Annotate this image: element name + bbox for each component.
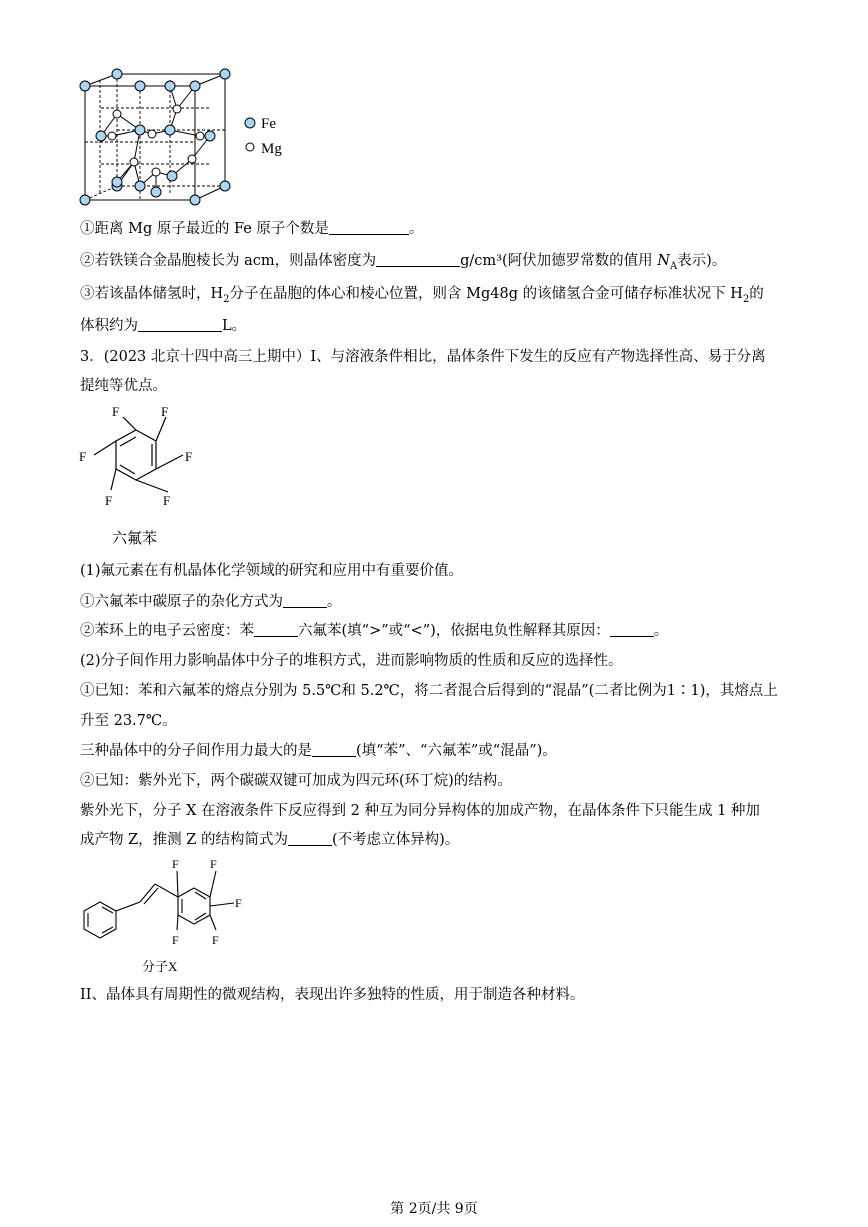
fe-atom (112, 69, 122, 79)
mg-atom (188, 155, 196, 163)
fe-atom (205, 131, 215, 141)
f-atom-label: F (172, 857, 179, 871)
q2-line-1: ①距离 Mg 原子最近的 Fe 原子个数是 。 (80, 221, 424, 237)
fe-atom (190, 81, 200, 91)
fe-atom (112, 177, 122, 187)
f-atom-label: F (235, 896, 242, 910)
f-atom-label: F (105, 493, 113, 508)
q3-p2-1a: ①已知：苯和六氟苯的熔点分别为 5.5℃和 5.2℃，将二者混合后得到的“混晶”(二者比例为1∶1)，其熔点上 (80, 683, 778, 699)
fe-atom (165, 81, 175, 91)
f-atom-label: F (172, 933, 179, 947)
f-atom-label: F (210, 857, 217, 871)
q2-line-3: ③若该晶体储氢时，$H_2$分子在晶胞的体心和棱心位置，则含 Mg48g 的该储氢合金可储存标准状况下 $H_2$的 (80, 286, 764, 305)
fe-atom (96, 131, 106, 141)
q3-part2: II、晶体具有周期性的微观结构，表现出许多独特的性质，用于制造各种材料。 (80, 987, 585, 1003)
q3-p2-2: 三种晶体中的分子间作用力最大的是 (填“苯”、“六氟苯”或“混晶”)。 (80, 743, 557, 759)
fe-atom (135, 81, 145, 91)
fe-atom (135, 125, 145, 135)
crystal-lattice-figure (72, 64, 322, 210)
mg-atom (113, 110, 121, 118)
q3-p1: (1)氟元素在有机晶体化学领域的研究和应用中有重要价值。 (80, 563, 464, 579)
molecule-x-structure (74, 852, 264, 978)
f-atom-label: F (161, 404, 169, 419)
mg-atom (130, 158, 138, 166)
fe-atom (220, 69, 230, 79)
q2-line-4: 体积约为 L。 (80, 318, 247, 334)
molecule-x-caption: 分子X (142, 959, 178, 974)
fe-legend-icon (245, 118, 255, 128)
mg-atom (148, 130, 156, 138)
q3-intro-2: 提纯等优点。 (80, 378, 167, 394)
f-atom-label: F (185, 449, 193, 464)
hexafluorobenzene-caption: 六氟苯 (112, 531, 158, 547)
f-atom-label: F (212, 933, 219, 947)
q3-p1-2: ②苯环上的电子云密度：苯 六氟苯(填“>”或“<”)，依据电负性解释其原因： 。 (80, 623, 669, 639)
fe-atom (80, 195, 90, 205)
q3-p2-5: 成产物 Z，推测 Z 的结构简式为 (不考虑立体异构)。 (80, 832, 460, 848)
q3-p1-1: ①六氟苯中碳原子的杂化方式为 。 (80, 594, 342, 610)
fe-atom (167, 171, 177, 181)
mg-legend-icon (246, 143, 254, 151)
q3-p2: (2)分子间作用力影响晶体中分子的堆积方式，进而影响物质的性质和反应的选择性。 (80, 653, 623, 669)
q2-line-2: ②若铁镁合金晶胞棱长为 acm，则晶体密度为 g/cm³(阿伏加德罗常数的值用 $N_A$表示)。 (80, 253, 727, 272)
mg-atom (152, 168, 160, 176)
q3-p2-3: ②已知：紫外光下，两个碳碳双键可加成为四元环(环丁烷)的结构。 (80, 773, 512, 789)
fe-atom (220, 181, 230, 191)
fe-atom (165, 125, 175, 135)
hexafluorobenzene-structure (76, 402, 206, 550)
fe-legend-label: Fe (261, 116, 276, 132)
page-footer: 第 2页/共 9页 (390, 1201, 478, 1217)
fe-atom (190, 195, 200, 205)
q3-p2-1b: 升至 23.7℃。 (80, 713, 177, 729)
q3-intro-1: 3．(2023 北京十四中高三上期中）I、与溶液条件相比，晶体条件下发生的反应有产物选择性高、易于分离 (80, 349, 766, 365)
q3-p2-4: 紫外光下，分子 X 在溶液条件下反应得到 2 种互为同分异构体的加成产物，在晶体条件下只能生成 1 种加 (80, 803, 760, 819)
fe-atom (151, 187, 161, 197)
mg-atom (108, 132, 116, 140)
mg-legend-label: Mg (261, 141, 282, 157)
fe-atom (135, 181, 145, 191)
f-atom-label: F (163, 493, 171, 508)
mg-atom (173, 105, 181, 113)
mg-atom (196, 132, 204, 140)
fe-atom (80, 81, 90, 91)
f-atom-label: F (112, 404, 120, 419)
f-atom-label: F (79, 449, 87, 464)
